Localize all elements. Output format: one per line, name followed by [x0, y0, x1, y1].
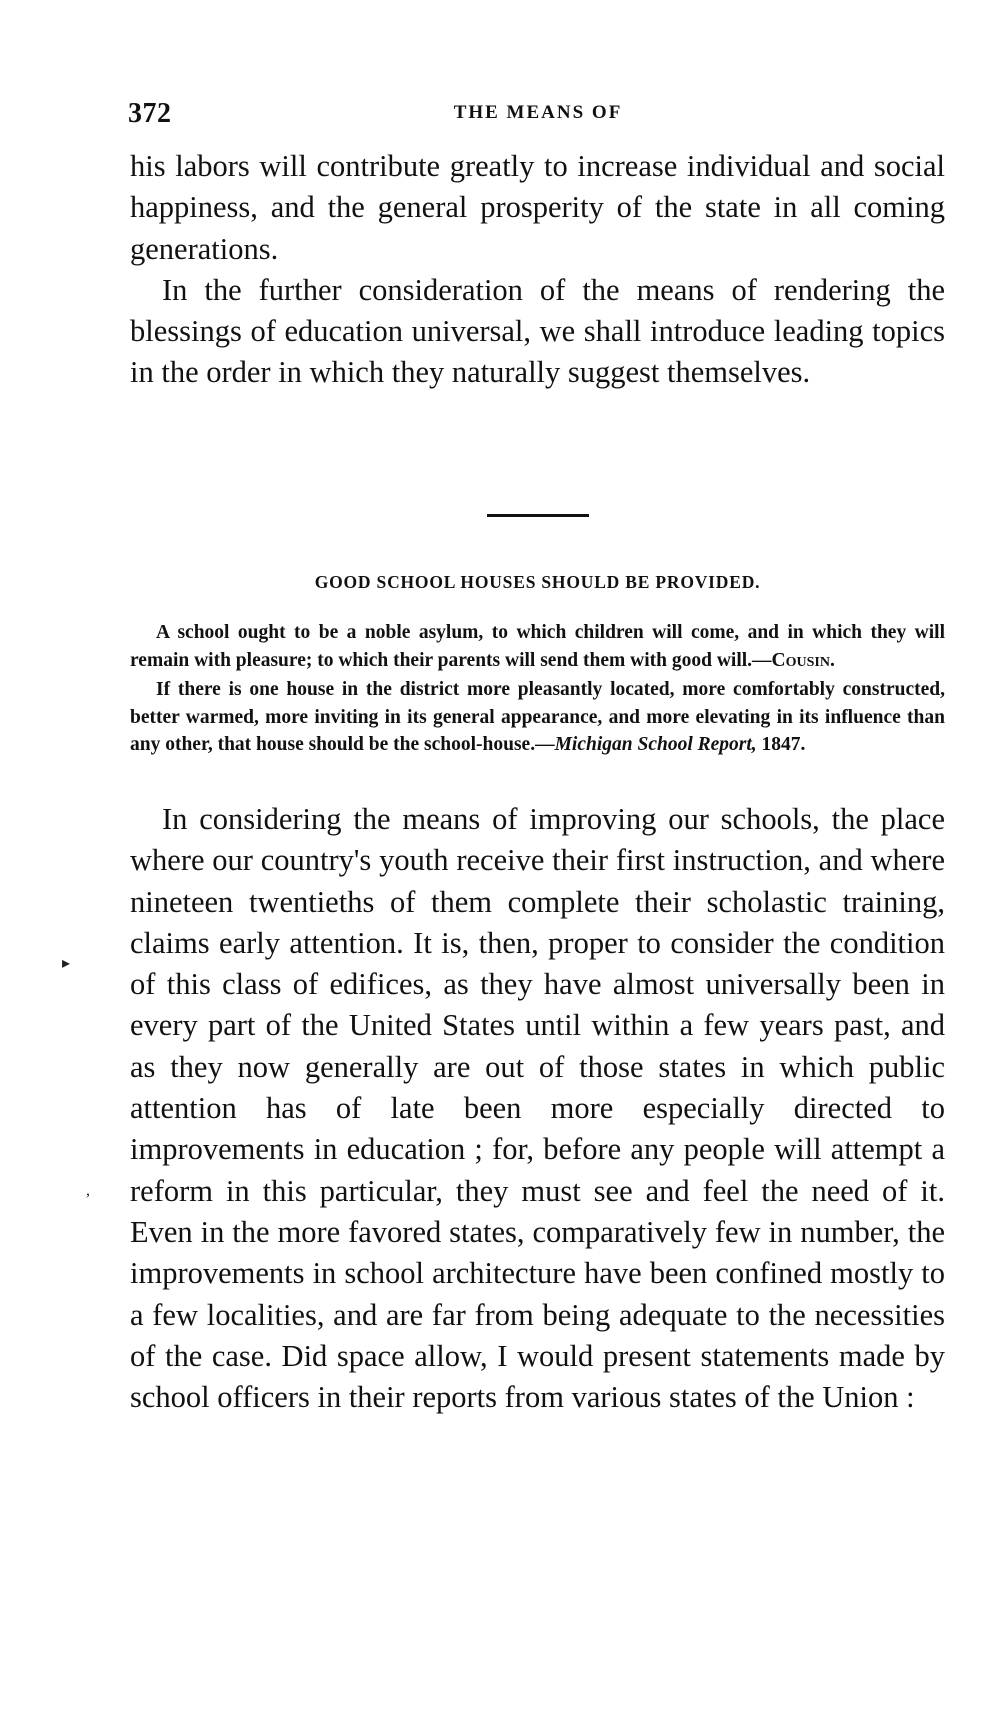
margin-mark-2: , [86, 1182, 90, 1199]
epigraph-cousin-text: A school ought to be a noble asylum, to which children will come, and in which they will remain with pleasure; to which their parents will send them with good will.— [130, 622, 945, 671]
epigraph-michigan [130, 676, 945, 759]
intro-paragraph-2: In the further consideration of the means of rendering the blessings of education universal, we shall introduce leading topics in the order in which they naturally suggest themselves. [130, 272, 945, 390]
margin-mark-1: ▸ [62, 955, 71, 972]
main-paragraph-1: In considering the means of improving our schools, the place where our country's youth receive their first instruction, and where nineteen twentieths of them complete their scholastic training, claims early attention. It is, then, proper to consider the condition of this class of edifices, as they have almost universally been in every part of the United States until within a few years past, and as they now generally are out of those states in which public attention has of late been more especially directed to improvements in education ; for, before any people will attempt a reform in this particular, they must see and feel the need of it. Even in the more favored states, comparatively few in number, the improvements in school architecture have been confined mostly to a few localities, and are far from being adequate to the necessities of the case. Did space allow, I would present statements made by school officers in their reports from various states of the Union : [130, 802, 945, 1415]
epigraph-michigan-text: If there is one house in the district more pleasantly located, more comfortably constructed, better warmed, more inviting in its general appearance, and more elevating in its influence than any other, that house should be the school-house.— [130, 679, 945, 756]
epigraphs [130, 619, 945, 761]
epigraph-michigan-source: Michigan School Report, [554, 734, 757, 756]
running-title: THE MEANS OF [453, 102, 623, 123]
intro-paragraph-1: his labors will contribute greatly to increase individual and social happiness, and the general prosperity of the state in all coming generations. [130, 149, 945, 266]
epigraph-cousin [130, 619, 945, 674]
intro-text [130, 146, 945, 394]
epigraph-michigan-year: 1847. [756, 734, 806, 756]
main-text [130, 799, 945, 1418]
page-number: 372 [128, 98, 172, 129]
page-header [128, 98, 948, 132]
section-divider [487, 514, 589, 517]
section-heading: GOOD SCHOOL HOUSES SHOULD BE PROVIDED. [314, 572, 761, 592]
epigraph-cousin-author: Cousin. [771, 649, 835, 671]
